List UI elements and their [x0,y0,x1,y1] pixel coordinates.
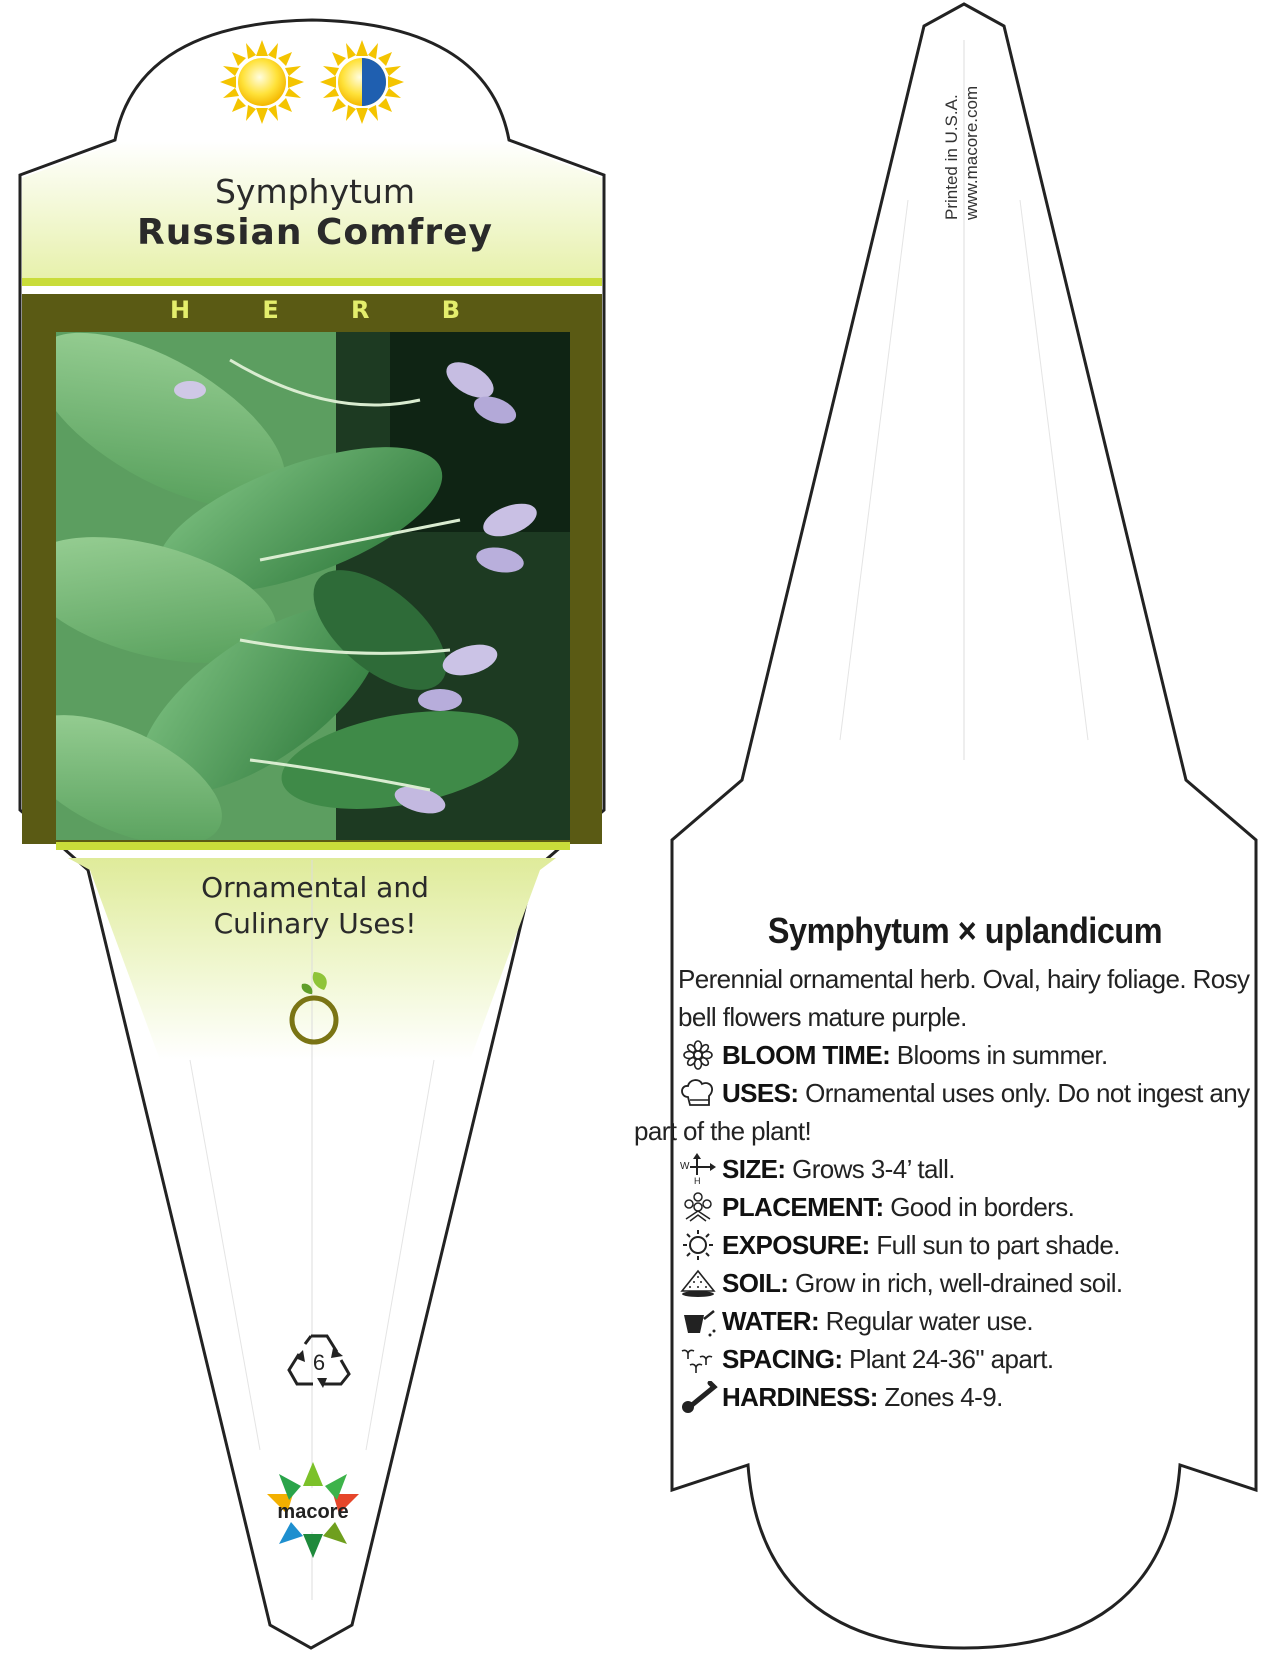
plant-photo [0,298,570,872]
size-row [678,1150,1218,1188]
macore-logo [265,1460,361,1560]
uses-value: Ornamental uses only. Do not ingest any [805,1078,1250,1108]
logo-text: macore [277,1501,349,1523]
full-sun-icon [220,40,304,124]
lime-stripe-bottom [56,842,570,850]
bloom-value: Blooms in summer. [896,1040,1108,1070]
uses-row [678,1074,1250,1112]
lime-stripe-top [22,278,602,286]
sun-exposure-icon [678,1229,718,1261]
printed-in: Printed in U.S.A. [942,94,961,220]
exposure-value: Full sun to part shade. [876,1230,1120,1260]
chef-hat-icon [678,1077,718,1109]
exposure-label: EXPOSURE: [722,1230,870,1260]
svg-text:H: H [694,1176,700,1185]
water-row [678,1302,1218,1340]
bloom-row [678,1036,1218,1074]
tagline [120,870,510,942]
water-value: Regular water use. [825,1306,1034,1336]
genus-name: Symphytum [214,172,415,211]
printed-info [942,50,981,220]
plant-details [634,960,1250,1416]
thermometer-icon [678,1381,718,1413]
svg-text:W: W [680,1161,689,1172]
uses-value-cont: part of the plant! [634,1116,812,1146]
category-letter: E [262,296,279,324]
common-name: Russian Comfrey [137,212,493,253]
recycle-icon [287,1330,351,1388]
tagline-line: Culinary Uses! [213,907,417,940]
category-letter: B [441,296,460,324]
botanical-name: Symphytum × uplandicum [767,910,1163,951]
soil-value: Grow in rich, well-drained soil. [794,1268,1123,1298]
uses-label: USES: [722,1078,799,1108]
spacing-value: Plant 24-36" apart. [849,1344,1054,1374]
spacing-row [678,1340,1218,1378]
hardiness-label: HARDINESS: [722,1382,878,1412]
website: www.macore.com [962,85,981,220]
spacing-label: SPACING: [722,1344,843,1374]
watering-can-icon [678,1305,718,1337]
spacing-icon [678,1343,718,1375]
hardiness-value: Zones 4-9. [884,1382,1003,1412]
description-line: bell flowers mature purple. [678,1002,967,1032]
description-line: Perennial ornamental herb. Oval, hairy foliage. Rosy [678,964,1250,994]
culinary-herb-icon [286,966,342,1046]
exposure-row [678,1226,1218,1264]
soil-label: SOIL: [722,1268,789,1298]
hardiness-row [678,1378,1218,1416]
recycle-number: 6 [312,1350,326,1375]
category-letter: R [350,296,370,324]
placement-row [678,1188,1218,1226]
flower-icon [678,1039,718,1071]
soil-icon [678,1267,718,1299]
size-label: SIZE: [722,1154,786,1184]
size-icon [678,1153,718,1185]
placement-label: PLACEMENT: [722,1192,884,1222]
soil-row [678,1264,1218,1302]
placement-value: Good in borders. [890,1192,1075,1222]
tagline-line: Ornamental and [201,871,429,904]
water-label: WATER: [722,1306,820,1336]
category-letter: H [170,296,191,324]
category-label [170,296,460,324]
bloom-label: BLOOM TIME: [722,1040,891,1070]
garden-bed-icon [678,1191,718,1223]
part-shade-icon [320,40,404,124]
size-value: Grows 3-4’ tall. [792,1154,955,1184]
